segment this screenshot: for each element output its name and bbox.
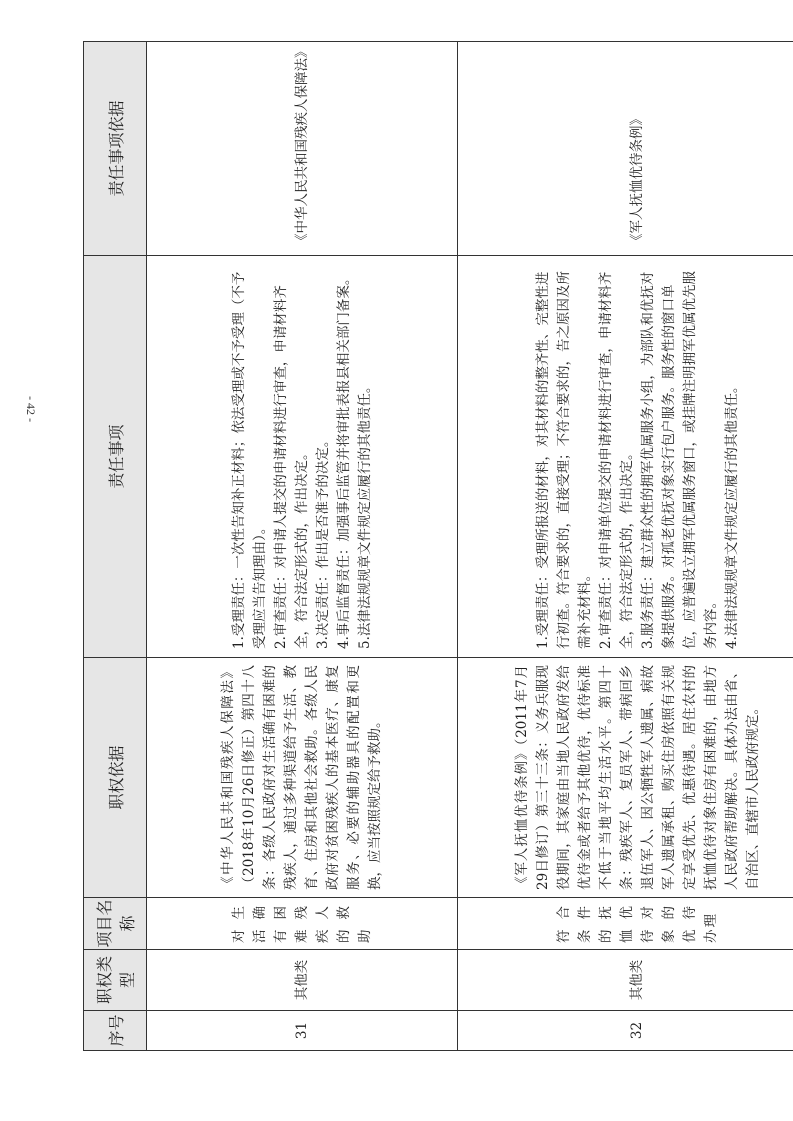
table-row xyxy=(147,42,458,1051)
duty-item: 4.事后监督责任：加强事后监管并将审批表报县相关部门备案。 xyxy=(335,271,352,649)
row-reference: 《军人抚恤优待条例》 xyxy=(458,42,793,256)
duty-item: 3.服务责任：建立群众性的拥军优属服务小组，为部队和优抚对象提供服务。对孤老优抚对象实行包户服务。服务性的窗口单位，应普遍设立拥军优属服务窗口，或挂牌注明拥军优属优先服务内容。 xyxy=(639,271,719,649)
row-basis: 《军人抚恤优待条例》（2011年7月29日修订）第三十三条：义务兵服现役期间，其家庭由当地人民政府发给优待金或者给予其他优待，优待标准不低于当地平均生活水平。第四十条：残疾军人、复员军人、带病回乡退伍军人、因公牺牲军人遗属、病故军人遗属承租、购买住房依照有关规定享受优先、优惠待遇。居住农村的抚恤优待对象住房有困难的，由地方人民政府帮助解决。具体办法由省、自治区、直辖市人民政府规定。 xyxy=(458,658,793,898)
row-reference: 《中华人民共和国残疾人保障法》 xyxy=(147,42,458,256)
table-row xyxy=(458,42,793,1051)
row-duties xyxy=(147,256,458,658)
duty-item: 4.法律法规规章文件规定应履行的其他责任。 xyxy=(723,379,740,649)
header-type: 职权类型 xyxy=(84,950,147,1011)
row-name: 符合条件的抚恤优待对象的优待办理 xyxy=(458,898,793,950)
duty-item: 3.决定责任：作出是否准予的决定。 xyxy=(314,433,331,649)
header-duty: 责任事项 xyxy=(84,256,147,658)
duty-item: 1.受理责任：受理所报送的材料，对其材料的整齐性、完整性进行初查。符合要求的，直接受理；不符合要求的，告之原因及所需补充材料。 xyxy=(534,271,593,649)
header-row xyxy=(84,42,147,1051)
row-basis: 《中华人民共和国残疾人保障法》（2018年10月26日修正）第四十八条：各级人民政府对生活确有困难的残疾人，通过多种渠道给予生活、教育、住房和其他社会救助。各级人民政府对贫困残疾人的基本医疗、康复服务、必要的辅助器具的配置和更换，应当按照规定给予救助。 xyxy=(147,658,458,898)
header-basis: 职权依据 xyxy=(84,658,147,898)
duty-item: 1.受理责任：一次性告知补正材料；依法受理或不予受理（不予受理应当告知理由）。 xyxy=(230,271,268,649)
row-duties xyxy=(458,256,793,658)
duty-item: 2.审查责任：对申请人提交的申请材料进行审查，申请材料齐全，符合法定形式的，作出决定。 xyxy=(272,285,310,649)
header-num: 序号 xyxy=(84,1011,147,1051)
header-ref: 责任事项依据 xyxy=(84,42,147,256)
row-number: 32 xyxy=(458,1011,793,1051)
duty-item: 2.审查责任：对申请单位提交的申请材料进行审查，申请材料齐全，符合法定形式的，作出决定。 xyxy=(597,271,635,649)
row-type: 其他类 xyxy=(458,950,793,1011)
header-name: 项目名称 xyxy=(84,898,147,950)
row-type: 其他类 xyxy=(147,950,458,1011)
row-name: 对生活确有困难残疾人的救助 xyxy=(147,898,458,950)
responsibility-table xyxy=(83,41,793,1051)
row-number: 31 xyxy=(147,1011,458,1051)
duty-item: 5.法律法规规章文件规定应履行的其他责任。 xyxy=(356,379,373,649)
page-number: - 42 - xyxy=(24,396,38,422)
